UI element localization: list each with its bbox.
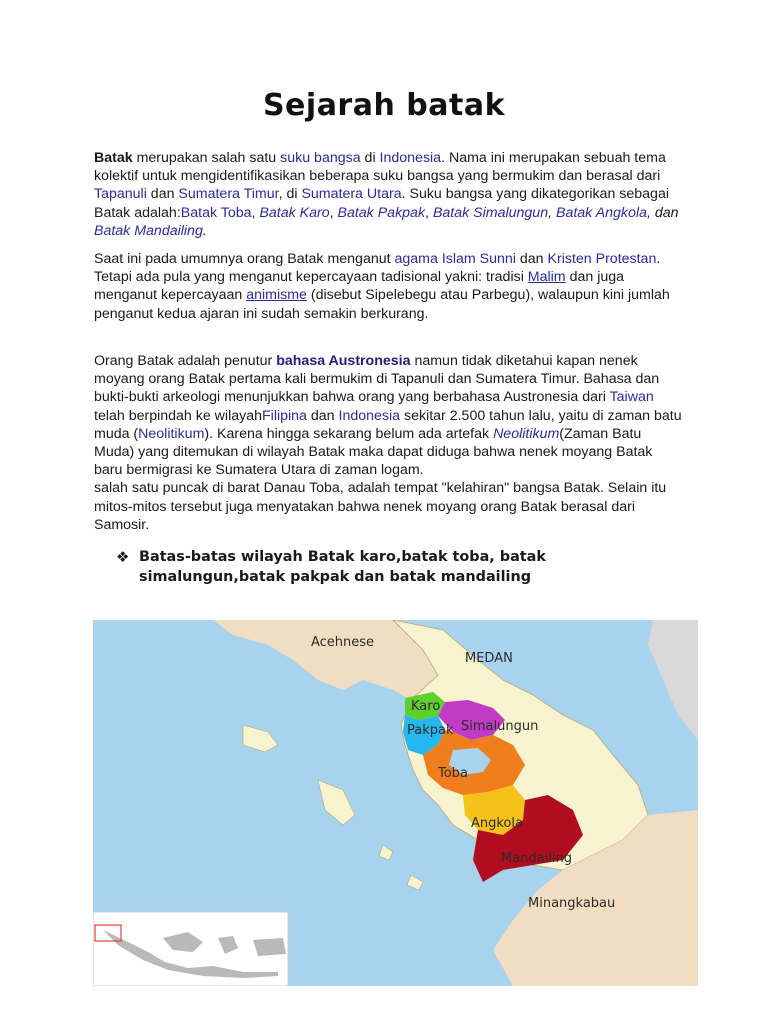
text: , di <box>278 186 302 203</box>
text: Orang Batak adalah penutur <box>94 353 277 369</box>
text: , <box>425 204 433 221</box>
text: , <box>329 204 338 221</box>
link-bahasa-austronesia[interactable]: bahasa Austronesia <box>276 353 411 369</box>
label-pakpak: Pakpak <box>407 723 454 738</box>
label-simalungun: Simalungun <box>461 719 539 734</box>
map-svg <box>93 620 698 986</box>
text: sekitar 2.500 tahun lalu, yaitu di zaman batu muda ( <box>94 407 682 442</box>
label-mandailing: Mandailing <box>501 851 572 866</box>
text: , <box>251 204 260 221</box>
text: . Suku bangsa yang dikategorikan sebagai Batak adalah: <box>94 186 669 221</box>
text: dan <box>515 251 548 267</box>
text: namun tidak diketahui kapan nenek moyang orang Batak pertama kali bermukim di Tapanuli dan Sumatera Timur. Bahasa dan bukti-bukti arkeologi menunjukkan bahwa orang yang berbahasa Austronesia dari <box>94 353 660 406</box>
text: Saat ini pada umumnya orang Batak menganut <box>94 251 395 267</box>
label-toba: Toba <box>438 766 468 781</box>
link-animisme[interactable]: animisme <box>246 287 307 304</box>
link-neolitikum[interactable]: Neolitikum <box>138 425 205 442</box>
label-acehnese: Acehnese <box>311 635 375 650</box>
link-tapanuli[interactable]: Tapanuli <box>94 186 147 203</box>
text: . Tetapi ada pula yang menganut kepercayaan tadisional yakni: tradisi <box>94 251 661 286</box>
page-title: Sejarah batak <box>262 88 506 123</box>
text: dan <box>306 407 339 424</box>
text: di <box>360 150 380 166</box>
text: dan juga menganut kepercayaan <box>94 269 625 304</box>
text: . <box>202 222 207 239</box>
text: telah berpindah ke wilayah <box>94 407 262 424</box>
bullet-item <box>116 547 636 587</box>
link-batak-karo[interactable]: Batak Karo <box>259 204 330 221</box>
label-karo: Karo <box>411 699 441 714</box>
link-indonesia[interactable]: Indonesia <box>379 150 442 166</box>
paragraph-origin <box>94 352 684 534</box>
text: ). Karena hingga sekarang belum ada artefak <box>204 425 494 442</box>
link-batak-angkola[interactable]: Batak Angkola <box>555 204 647 221</box>
text: (disebut Sipelebegu atau Parbegu), walaupun kini jumlah penganut kedua ajaran ini sudah semakin berkurang. <box>94 287 670 322</box>
label-angkola: Angkola <box>471 816 523 831</box>
inset-map-papua <box>253 938 286 956</box>
text: , dan <box>646 204 679 221</box>
label-minangkabau: Minangkabau <box>528 896 616 911</box>
link-batak-simalungun[interactable]: Batak Simalungun <box>432 204 549 221</box>
term-batak: Batak <box>94 150 133 166</box>
link-sumatera-timur[interactable]: Sumatera Timur <box>178 186 279 203</box>
bullet-text: Batas-batas wilayah Batak karo,batak toba, batak simalungun,batak pakpak dan batak mandailing <box>139 549 546 585</box>
text: salah satu puncak di barat Danau Toba, adalah tempat "kelahiran" bangsa Batak. Selain itu mitos-mitos tersebut juga menyatakan bahwa nenek moyang orang Batak berasal dari Samosir. <box>94 480 667 533</box>
link-filipina[interactable]: Filipina <box>262 407 307 424</box>
link-batak-mandailing[interactable]: Batak Mandailing <box>94 222 203 239</box>
link-neolitikum-italic[interactable]: Neolitikum <box>493 425 560 442</box>
text: dan <box>146 186 179 203</box>
text: merupakan salah satu <box>132 150 281 166</box>
link-batak-pakpak[interactable]: Batak Pakpak <box>337 204 426 221</box>
link-agama-islam-sunni[interactable]: agama Islam Sunni <box>394 251 516 267</box>
paragraph-religion <box>94 250 684 323</box>
link-batak-toba[interactable]: Batak Toba <box>180 204 252 221</box>
link-taiwan[interactable]: Taiwan <box>609 389 654 406</box>
link-sumatera-utara[interactable]: Sumatera Utara <box>301 186 402 203</box>
batak-region-map <box>93 620 698 986</box>
link-kristen-protestan[interactable]: Kristen Protestan <box>547 251 657 267</box>
text: , <box>548 204 556 221</box>
paragraph-intro <box>94 149 684 240</box>
link-indonesia-2[interactable]: Indonesia <box>338 407 401 424</box>
text: . Nama ini merupakan sebuah tema kolektif untuk mengidentifikasikan beberapa suku bangsa yang bermukim dan berasal dari <box>94 150 666 185</box>
diamond-bullet-icon: ❖ <box>116 548 130 566</box>
link-suku-bangsa[interactable]: suku bangsa <box>280 150 361 166</box>
label-medan: MEDAN <box>465 651 513 666</box>
link-malim[interactable]: Malim <box>527 269 566 286</box>
text: (Zaman Batu Muda) yang ditemukan di wilayah Batak maka dapat diduga bahwa nenek moyang Batak baru bermigrasi ke Sumatera Utara di zaman logam. <box>94 425 653 479</box>
